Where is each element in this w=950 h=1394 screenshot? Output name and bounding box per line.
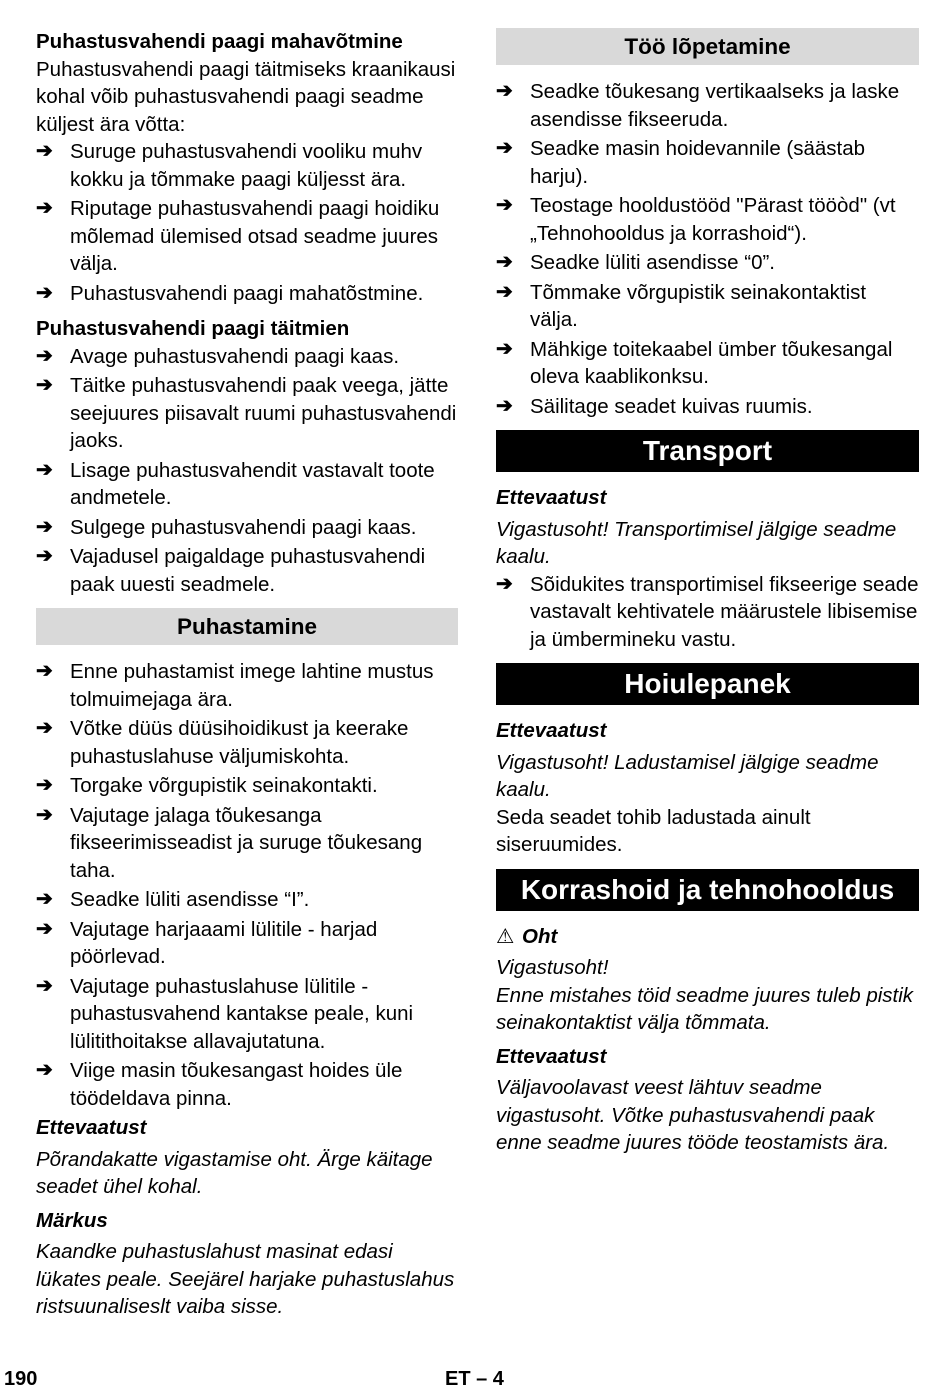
arrow-icon: ➔ [36, 281, 53, 304]
caution-text: Vigastusoht! Transportimisel jälgige seadme kaalu. [496, 517, 897, 568]
arrow-icon: ➔ [36, 140, 53, 162]
caution-text: Vigastusoht! Ladustamisel jälgige seadme kaalu. [496, 750, 879, 801]
sub-page: – 4 [476, 1368, 504, 1390]
list-item: ➔ Mähkige toitekaabel ümber tõukesangal oleva kaablikonksu. [496, 337, 893, 388]
list-item: ➔ Seadke lüliti asendisse “I”. [36, 886, 458, 914]
arrow-icon: ➔ [36, 917, 53, 940]
caution-label: Ettevaatust [496, 486, 607, 509]
danger-heading [496, 923, 919, 951]
list-item: ➔ Võtke düüs düüsihoidikust ja keerake puhastuslahuse väljumiskohta. [36, 717, 409, 768]
list-item: ➔ Lisage puhastusvahendit vastavalt toote andmetele. [36, 458, 435, 509]
arrow-icon: ➔ [36, 458, 53, 481]
danger-label: Oht [522, 924, 558, 948]
section-title-korrashoid: Korrashoid ja tehnohooldus [496, 869, 919, 911]
list-item: ➔ Sulgege puhastusvahendi paagi kaas. [36, 514, 458, 542]
list-item: ➔ Viige masin tõukesangast hoides üle töödeldava pinna. [36, 1059, 403, 1110]
arrow-icon: ➔ [36, 660, 53, 682]
caution-text: Väljavoolavast veest lähtuv seadme vigastusoht. Võtke puhastusvahendi paak enne seadme juures tööde teostamists ära. [496, 1076, 890, 1154]
bullet-list [36, 343, 458, 599]
right-column [496, 28, 919, 1157]
arrow-icon: ➔ [36, 803, 53, 826]
list-item: ➔ Sõidukites transportimisel fikseerige seade vastavalt kehtivatele määrustele libisemise ja ümbermineku vastu. [496, 572, 919, 651]
section-title-too-lopetamine: Töö lõpetamine [496, 28, 919, 65]
danger-text: Vigastusoht! Enne mistahes töid seadme juures tuleb pistik seinakontaktist välja tõmmata. [496, 956, 914, 1034]
list-item: ➔ Seadke tõukesang vertikaalseks ja laske asendisse fikseeruda. [496, 80, 900, 131]
list-item: ➔ Seadke lüliti asendisse “0”. [496, 249, 919, 277]
arrow-icon: ➔ [496, 280, 513, 303]
arrow-icon: ➔ [496, 137, 513, 159]
arrow-icon: ➔ [36, 774, 53, 796]
list-item: ➔ Teostage hooldustööd "Pärast tööòd" (vt „Tehnohooldus ja korrashoid“). [496, 194, 896, 245]
arrow-icon: ➔ [496, 80, 513, 102]
section-heading: Puhastusvahendi paagi täitmien [36, 317, 350, 340]
caution-label: Ettevaatust [496, 1044, 607, 1068]
list-item: ➔ Suruge puhastusvahendi vooliku muhv kokku ja tõmmake paagi küljesst ära. [36, 140, 423, 191]
section-title-transport: Transport [496, 430, 919, 472]
list-item: ➔ Torgake võrgupistik seinakontakti. [36, 772, 458, 800]
list-item: ➔ Säilitage seadet kuivas ruumis. [496, 393, 919, 421]
arrow-icon: ➔ [36, 344, 53, 367]
list-item: ➔ Enne puhastamist imege lahtine mustus tolmuimejaga ära. [36, 660, 434, 711]
paragraph: Puhastusvahendi paagi täitmiseks kraanikausi kohal võib puhastusvahendi paagi seadme küljest ära võtta: [36, 57, 456, 136]
arrow-icon: ➔ [36, 717, 53, 739]
list-item: ➔ Täitke puhastusvahendi paak veega, jätte seejuures piisavalt ruumi puhastusvahendi jaoks. [36, 374, 457, 452]
arrow-icon: ➔ [36, 545, 53, 567]
arrow-icon: ➔ [496, 251, 513, 273]
list-item: ➔ Vajutage harjaaami lülitile - harjad pöörlevad. [36, 917, 378, 968]
arrow-icon: ➔ [496, 337, 513, 360]
bullet-list [496, 78, 919, 420]
list-item: ➔ Avage puhastusvahendi paagi kaas. [36, 343, 458, 371]
arrow-icon: ➔ [496, 194, 513, 216]
note-text: Kaandke puhastuslahust masinat edasi lükates peale. Seejärel harjake puhastuslahus ristsuunaliseslt vaiba sisse. [36, 1240, 455, 1318]
arrow-icon: ➔ [36, 1059, 53, 1081]
left-column [36, 28, 458, 1321]
bullet-list [496, 571, 919, 654]
list-item: ➔ Vajutage puhastuslahuse lülitile - puhastusvahend kantakse peale, kuni lülitithoitakse allavajutatuna. [36, 974, 414, 1053]
paragraph: Seda seadet tohib ladustada ainult siseruumides. [496, 805, 811, 856]
bullet-list [36, 658, 458, 1112]
caution-label: Ettevaatust [36, 1116, 147, 1139]
caution-text: Põrandakatte vigastamise oht. Ärge käitage seadet ühel kohal. [36, 1147, 433, 1198]
list-item: ➔ Vajadusel paigaldage puhastusvahendi paak uuesti seadmele. [36, 545, 426, 596]
warning-triangle-icon: ⚠ [496, 924, 515, 948]
caution-label: Ettevaatust [496, 719, 607, 742]
list-item: ➔ Tõmmake võrgupistik seinakontaktist välja. [496, 280, 867, 331]
arrow-icon: ➔ [36, 515, 53, 538]
footer-language [445, 1366, 504, 1394]
list-item: ➔ Puhastusvahendi paagi mahatõstmine. [36, 280, 458, 308]
arrow-icon: ➔ [36, 974, 53, 997]
arrow-icon: ➔ [496, 394, 513, 417]
list-item: ➔ Seadke masin hoidevannile (säästab harju). [496, 137, 866, 188]
bullet-list [36, 138, 458, 307]
section-title-puhastamine: Puhastamine [36, 608, 458, 645]
section-heading: Puhastusvahendi paagi mahavõtmine [36, 30, 403, 53]
arrow-icon: ➔ [36, 888, 53, 910]
list-item: ➔ Riputage puhastusvahendi paagi hoidiku mõlemad ülemised otsad seadme juures välja. [36, 197, 440, 275]
list-item: ➔ Vajutage jalaga tõukesanga fikseerimisseadist ja suruge tõukesang taha. [36, 803, 423, 882]
arrow-icon: ➔ [36, 374, 53, 396]
language-code: ET [445, 1368, 471, 1390]
note-label: Märkus [36, 1208, 108, 1232]
arrow-icon: ➔ [36, 197, 53, 219]
arrow-icon: ➔ [496, 572, 513, 595]
page-number: 190 [4, 1368, 38, 1390]
section-title-hoiulepanek: Hoiulepanek [496, 663, 919, 705]
